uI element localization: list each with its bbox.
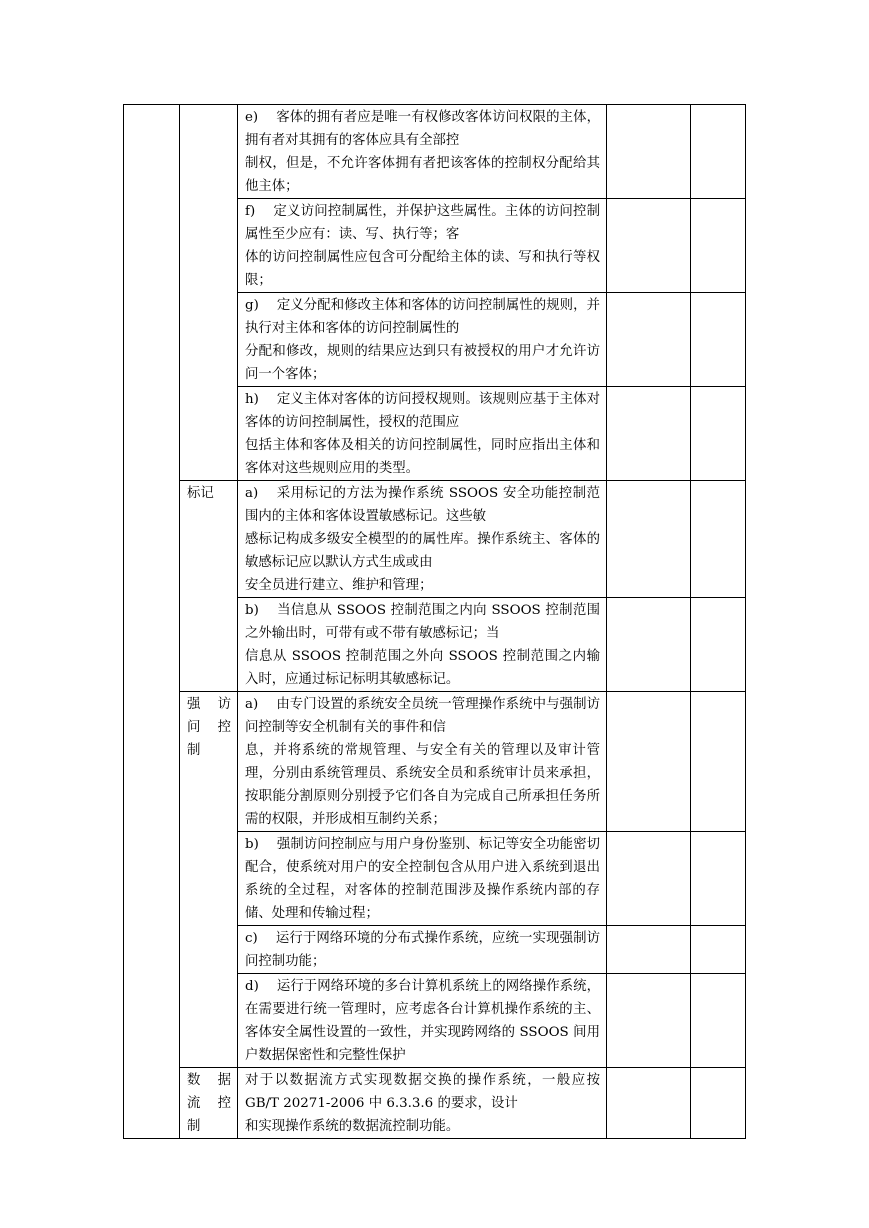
requirement-text: 制权，但是，不允许客体拥有者把该客体的控制权分配给其他主体； <box>245 156 600 194</box>
requirement-cell <box>238 832 607 926</box>
requirement-cell <box>238 387 607 481</box>
category-cell-mark <box>180 481 238 692</box>
table-row <box>124 105 746 199</box>
requirement-text: 由专门设置的系统安全员统一管理操作系统中与强制访问控制等安全机制有关的事件和信 <box>245 697 600 735</box>
requirement-text: 安全员进行建立、维护和管理； <box>245 578 433 593</box>
requirement-cell <box>238 1068 607 1139</box>
requirement-text: 和实现操作系统的数据流控制功能。 <box>245 1119 460 1134</box>
empty-cell <box>691 387 746 481</box>
category-label: 标记 <box>187 486 214 501</box>
empty-cell <box>691 692 746 832</box>
requirement-text: 感标记构成多级安全模型的的属性库。操作系统主、客体的敏感标记应以默认方式生成或由 <box>245 532 600 570</box>
category-label: 强 访 <box>187 697 231 712</box>
empty-cell <box>607 293 691 387</box>
item-label: b) <box>245 603 259 618</box>
requirement-text: 定义主体对客体的访问授权规则。该规则应基于主体对客体的访问控制属性，授权的范围应 <box>245 392 600 430</box>
empty-cell <box>607 692 691 832</box>
requirement-text: 息，并将系统的常规管理、与安全有关的管理以及审计管理，分别由系统管理员、系统安全员和系统审计员来承担，按职能分割原则分别授予它们各自为完成自己所承担任务所需的权限，并形成相互制约关系； <box>245 743 600 827</box>
empty-cell <box>691 105 746 199</box>
requirement-cell <box>238 692 607 832</box>
requirement-text: 运行于网络环境的分布式操作系统，应统一实现强制访问控制功能； <box>245 931 600 969</box>
requirement-cell <box>238 974 607 1068</box>
category-label: 制 <box>187 1119 201 1134</box>
requirement-cell <box>238 598 607 692</box>
empty-cell <box>691 481 746 598</box>
table-row <box>124 1068 746 1139</box>
category-label: 制 <box>187 743 201 758</box>
empty-cell <box>691 293 746 387</box>
item-label: c) <box>245 931 258 946</box>
section-cell <box>124 105 180 1139</box>
item-label: e) <box>245 110 259 125</box>
item-label: g) <box>245 298 259 313</box>
empty-cell <box>607 598 691 692</box>
empty-cell <box>691 832 746 926</box>
empty-cell <box>607 832 691 926</box>
empty-cell <box>607 481 691 598</box>
empty-cell <box>607 926 691 974</box>
empty-cell <box>691 974 746 1068</box>
requirement-cell <box>238 293 607 387</box>
item-label: d) <box>245 979 259 994</box>
item-label: a) <box>245 697 259 712</box>
requirement-text: 运行于网络环境的多台计算机系统上的网络操作系统，在需要进行统一管理时，应考虑各台计算机操作系统的主、客体安全属性设置的一致性，并实现跨网络的 SSOOS 间用户数据保密性和完整性保护 <box>245 979 600 1063</box>
item-label: f) <box>245 204 256 219</box>
empty-cell <box>691 199 746 293</box>
requirement-text: 当信息从 SSOOS 控制范围之内向 SSOOS 控制范围之外输出时，可带有或不带有敏感标记；当 <box>245 603 600 641</box>
requirement-text: 采用标记的方法为操作系统 SSOOS 安全功能控制范围内的主体和客体设置敏感标记。这些敏 <box>245 486 600 524</box>
requirement-cell <box>238 199 607 293</box>
empty-cell <box>691 926 746 974</box>
item-label: b) <box>245 837 259 852</box>
requirement-text: 强制访问控制应与用户身份鉴别、标记等安全功能密切配合，使系统对用户的安全控制包含从用户进入系统到退出系统的全过程，对客体的控制范围涉及操作系统内部的存储、处理和传输过程； <box>245 837 600 921</box>
requirement-text: 信息从 SSOOS 控制范围之外向 SSOOS 控制范围之内输入时，应通过标记标明其敏感标记。 <box>245 649 600 687</box>
table-row <box>124 481 746 598</box>
empty-cell <box>607 199 691 293</box>
category-label: 问 控 <box>187 720 231 735</box>
requirement-text: 体的访问控制属性应包含可分配给主体的读、写和执行等权限； <box>245 250 600 288</box>
requirement-text: 包括主体和客体及相关的访问控制属性，同时应指出主体和客体对这些规则应用的类型。 <box>245 438 600 476</box>
empty-cell <box>607 974 691 1068</box>
requirement-cell <box>238 105 607 199</box>
empty-cell <box>691 598 746 692</box>
category-cell-mac <box>180 692 238 1068</box>
category-label: 数 据 <box>187 1073 231 1088</box>
requirement-text: 定义访问控制属性，并保护这些属性。主体的访问控制属性至少应有：读、写、执行等；客 <box>245 204 600 242</box>
empty-cell <box>607 387 691 481</box>
requirement-text: 分配和修改，规则的结果应达到只有被授权的用户才允许访问一个客体； <box>245 344 600 382</box>
empty-cell <box>691 1068 746 1139</box>
requirements-table <box>123 104 746 1139</box>
item-label: h) <box>245 392 259 407</box>
table-row <box>124 692 746 832</box>
category-cell-access-control <box>180 105 238 481</box>
requirement-text: 对于以数据流方式实现数据交换的操作系统，一般应按 GB/T 20271-2006 中 6.3.3.6 的要求，设计 <box>245 1073 600 1111</box>
requirement-cell <box>238 926 607 974</box>
empty-cell <box>607 1068 691 1139</box>
item-label: a) <box>245 486 259 501</box>
category-cell-dataflow <box>180 1068 238 1139</box>
empty-cell <box>607 105 691 199</box>
category-label: 流 控 <box>187 1096 231 1111</box>
requirement-text: 定义分配和修改主体和客体的访问控制属性的规则，并执行对主体和客体的访问控制属性的 <box>245 298 600 336</box>
requirement-text: 客体的拥有者应是唯一有权修改客体访问权限的主体，拥有者对其拥有的客体应具有全部控 <box>245 110 600 148</box>
requirement-cell <box>238 481 607 598</box>
